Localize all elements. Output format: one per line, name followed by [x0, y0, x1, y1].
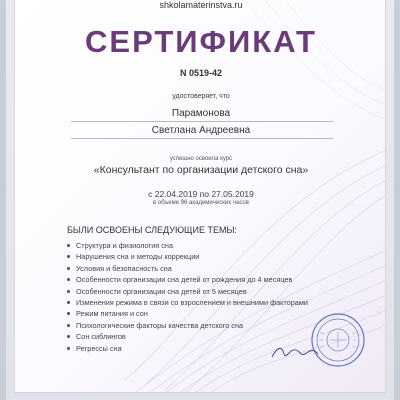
topics-list [67, 240, 308, 354]
bullet-icon [67, 335, 70, 338]
list-item [67, 251, 308, 262]
topic-text: Психологические факторы качества детского сна [76, 320, 244, 330]
bullet-icon [67, 278, 70, 281]
completed-label: успешно освоила курс [169, 156, 233, 162]
course-dates: с 22.04.2019 по 27.05.2019 [148, 189, 254, 199]
topic-text: Регрессы сна [76, 343, 122, 353]
bullet-icon [67, 347, 70, 350]
topic-text: Особенности организации сна детей от 5 месяцев [76, 286, 247, 296]
certificate-title: СЕРТИФИКАТ [85, 24, 317, 59]
list-item [67, 320, 308, 331]
list-item [67, 297, 308, 308]
bullet-icon [67, 267, 70, 270]
bullet-icon [67, 312, 70, 315]
bullet-icon [67, 301, 70, 304]
topic-text: Особенности организации сна детей от рождения до 4 месяцев [76, 275, 293, 285]
topic-text: Изменения режима в связи со взрослением и внешними факторами [76, 297, 308, 307]
recipient-first-middle-name: Светлана Андреевна [151, 125, 251, 136]
topic-text: Сон сиблингов [76, 332, 126, 342]
course-hours: в объеме 96 академических часов [153, 200, 249, 206]
name-underline [71, 138, 333, 139]
list-item [67, 308, 308, 319]
bullet-icon [67, 255, 70, 258]
site-url: shkolamaterinstva.ru [159, 0, 243, 10]
bullet-icon [67, 290, 70, 293]
name-underline [71, 121, 333, 122]
topic-text: Нарушения сна и методы коррекции [76, 252, 200, 262]
bullet-icon [67, 324, 70, 327]
list-item [67, 274, 308, 285]
list-item [67, 263, 308, 274]
course-title: «Консультант по организации детского сна» [93, 164, 309, 176]
topic-text: Структура и физиология сна [76, 241, 173, 250]
bullet-icon [67, 244, 70, 247]
certificate-number: N 0519-42 [179, 68, 223, 78]
certificate-paper [14, 0, 386, 393]
stamp-seal-icon [310, 312, 366, 368]
list-item [67, 240, 308, 251]
topic-text: Условия и безопасность сна [76, 263, 172, 273]
recipient-last-name: Парамонова [171, 108, 231, 119]
topic-text: Режим питания и сон [76, 309, 148, 319]
list-item [67, 331, 308, 342]
certifies-label: удостоверяет, что [172, 93, 230, 100]
topics-heading: БЫЛИ ОСВОЕНЫ СЛЕДУЮЩИЕ ТЕМЫ: [67, 225, 237, 235]
list-item [67, 286, 308, 297]
